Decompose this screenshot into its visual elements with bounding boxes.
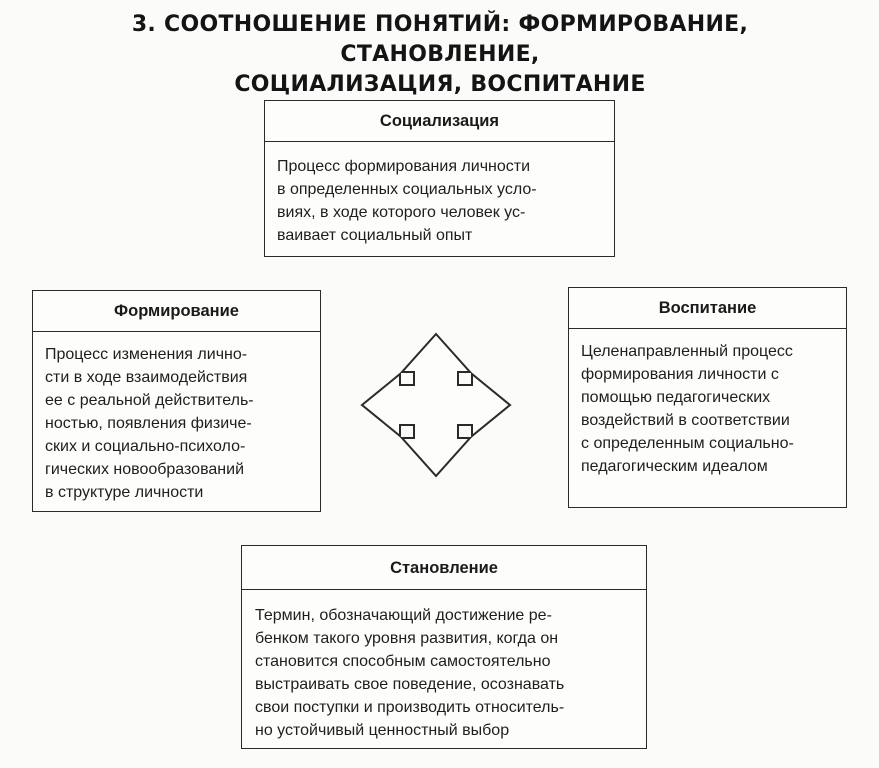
definition-line: формирования личности с (581, 366, 779, 383)
upbringing-box (568, 287, 847, 508)
definition-line: ностью, появления физиче- (45, 415, 252, 432)
definition-line: бенком такого уровня развития, когда он (255, 630, 559, 647)
formation-definition (33, 332, 320, 504)
definition-line: с определенным социально- (581, 435, 794, 452)
page-title (40, 10, 840, 100)
definition-line: виях, в ходе которого человек ус- (277, 204, 526, 221)
definition-line: сти в ходе взаимодействия (45, 369, 248, 386)
definition-line: ваивает социальный опыт (277, 227, 473, 244)
formation-heading: Формирование (33, 291, 320, 332)
becoming-heading: Становление (242, 546, 646, 590)
socialization-heading: Социализация (265, 101, 614, 142)
definition-line: педагогическим идеалом (581, 458, 768, 475)
definition-line: помощью педагогических (581, 389, 771, 406)
four-way-arrow-icon (358, 330, 514, 480)
becoming-definition (242, 590, 646, 742)
definition-line: Термин, обозначающий достижение ре- (255, 607, 552, 624)
definition-line: ее с реальной действитель- (45, 392, 254, 409)
definition-line: воздействий в соответствии (581, 412, 790, 429)
definition-line: но устойчивый ценностный выбор (255, 722, 510, 739)
definition-line: Процесс изменения лично- (45, 346, 248, 363)
definition-line: гических новообразований (45, 461, 245, 478)
socialization-box (264, 100, 615, 257)
definition-line: выстраивать свое поведение, осознавать (255, 676, 565, 693)
becoming-box (241, 545, 647, 749)
definition-line: Целенаправленный процесс (581, 343, 793, 360)
socialization-definition (265, 142, 614, 247)
definition-line: ских и социально-психоло- (45, 438, 246, 455)
definition-line: становится способным самостоятельно (255, 653, 551, 670)
page-title-line-1: 3. СООТНОШЕНИЕ ПОНЯТИЙ: ФОРМИРОВАНИЕ, СТАНОВЛЕНИЕ, (131, 12, 749, 67)
upbringing-heading: Воспитание (569, 288, 846, 329)
definition-line: свои поступки и производить относитель- (255, 699, 565, 716)
definition-line: Процесс формирования личности (277, 158, 531, 175)
definition-line: в определенных социальных усло- (277, 181, 537, 198)
page-title-line-2: СОЦИАЛИЗАЦИЯ, ВОСПИТАНИЕ (234, 72, 646, 97)
upbringing-definition (569, 329, 846, 478)
definition-line: в структуре личности (45, 484, 204, 501)
formation-box (32, 290, 321, 512)
